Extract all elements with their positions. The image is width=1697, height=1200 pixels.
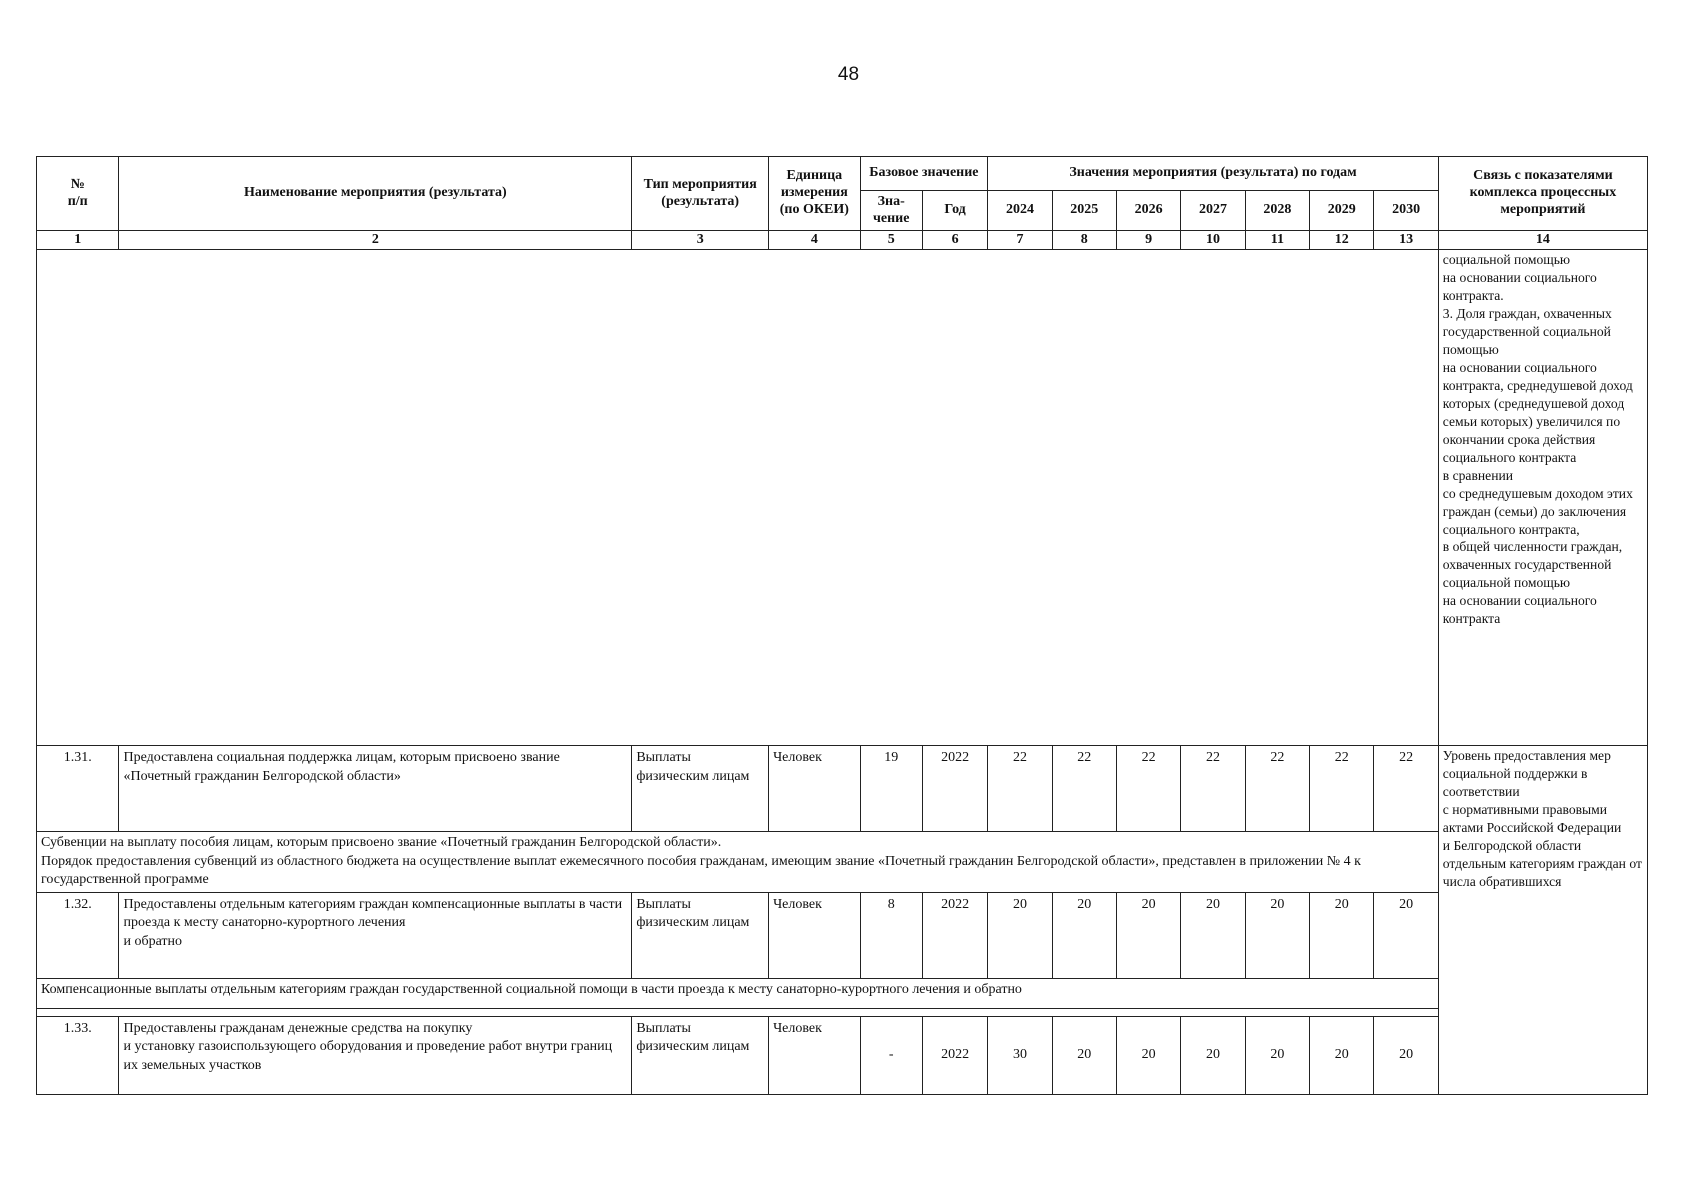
- row-year-value: 20: [1374, 892, 1438, 978]
- row-base-value: 8: [860, 892, 922, 978]
- col-number: 7: [988, 231, 1052, 250]
- header-row-1: [37, 157, 1648, 191]
- row-year-value: 22: [1245, 746, 1309, 832]
- table-row: [37, 892, 1648, 978]
- row-note: Субвенции на выплату пособия лицам, которым присвоено звание «Почетный гражданин Белгородской области». Порядок предоставления субвенций из областного бюджета на осуществление выплат ежемесячного пособия гражданам, имеющим звание «Почетный гражданин Белгородской области», представлен в приложении № 4 к государственной программе: [37, 832, 1439, 892]
- row-year-value: 20: [1310, 1016, 1374, 1094]
- header-year: 2030: [1374, 191, 1438, 231]
- row-year-value: 22: [1116, 746, 1180, 832]
- row-name: Предоставлены гражданам денежные средства на покупку и установку газоиспользующего оборудования и проведение работ внутри границ их земельных участков: [119, 1016, 632, 1094]
- row-base-value: 19: [860, 746, 922, 832]
- link-continuation: социальной помощью на основании социального контракта. 3. Доля граждан, охваченных государственной социальной помощью на основании социального контракта, среднедушевой доход которых (среднедушевой доход семьи которых) увеличился по окончании срока действия социального контракта в сравнении со среднедушевым доходом этих граждан (семьи) до заключения социального контракта, в общей численности граждан, охваченных государственной социальной помощью на основании социального контракта: [1438, 250, 1647, 746]
- row-year-value: 20: [1116, 1016, 1180, 1094]
- header-type: Тип мероприятия (результата): [632, 157, 769, 231]
- row-base-year: 2022: [922, 746, 987, 832]
- col-number: 14: [1438, 231, 1647, 250]
- col-number: 2: [119, 231, 632, 250]
- col-number: 6: [922, 231, 987, 250]
- header-num: № п/п: [37, 157, 119, 231]
- continuation-row: [37, 250, 1648, 746]
- col-number: 13: [1374, 231, 1438, 250]
- row-number: 1.32.: [37, 892, 119, 978]
- table-row: [37, 746, 1648, 832]
- header-year: 2025: [1052, 191, 1116, 231]
- row-year-value: 22: [1310, 746, 1374, 832]
- row-year-value: 20: [1245, 1016, 1309, 1094]
- row-number: 1.33.: [37, 1016, 119, 1094]
- row-base-value: -: [860, 1016, 922, 1094]
- col-number: 11: [1245, 231, 1309, 250]
- col-number: 12: [1310, 231, 1374, 250]
- header-year: 2027: [1181, 191, 1245, 231]
- row-base-year: 2022: [922, 1016, 987, 1094]
- row-year-value: 22: [1052, 746, 1116, 832]
- activities-table: [36, 156, 1648, 1095]
- col-number: 9: [1116, 231, 1180, 250]
- row-year-value: 20: [988, 892, 1052, 978]
- row-year-value: 20: [1310, 892, 1374, 978]
- header-year: 2028: [1245, 191, 1309, 231]
- row-base-year: 2022: [922, 892, 987, 978]
- continuation-blank: [37, 250, 1439, 746]
- header-name: Наименование мероприятия (результата): [119, 157, 632, 231]
- row-unit: Человек: [769, 1016, 861, 1094]
- row-number: 1.31.: [37, 746, 119, 832]
- row-year-value: 20: [1052, 892, 1116, 978]
- col-number: 4: [769, 231, 861, 250]
- row-unit: Человек: [769, 746, 861, 832]
- note-row: [37, 832, 1648, 892]
- row-name: Предоставлена социальная поддержка лицам, которым присвоено звание «Почетный гражданин Белгородской области»: [119, 746, 632, 832]
- column-numbers-row: [37, 231, 1648, 250]
- col-number: 3: [632, 231, 769, 250]
- row-unit: Человек: [769, 892, 861, 978]
- header-base-year: Год: [922, 191, 987, 231]
- row-year-value: 20: [1374, 1016, 1438, 1094]
- table-row: [37, 1016, 1648, 1094]
- row-type: Выплаты физическим лицам: [632, 892, 769, 978]
- row-year-value: 20: [1181, 892, 1245, 978]
- row-year-value: 20: [1116, 892, 1180, 978]
- col-number: 1: [37, 231, 119, 250]
- header-unit: Единица измерения (по ОКЕИ): [769, 157, 861, 231]
- row-year-value: 20: [1052, 1016, 1116, 1094]
- row-year-value: 22: [1374, 746, 1438, 832]
- row-name: Предоставлены отдельным категориям граждан компенсационные выплаты в части проезда к месту санаторно-курортного лечения и обратно: [119, 892, 632, 978]
- header-year: 2024: [988, 191, 1052, 231]
- col-number: 5: [860, 231, 922, 250]
- row-year-value: 20: [1245, 892, 1309, 978]
- row-year-value: 22: [988, 746, 1052, 832]
- header-by-years: Значения мероприятия (результата) по годам: [988, 157, 1439, 191]
- link-indicator: Уровень предоставления мер социальной поддержки в соответствии с нормативными правовыми актами Российской Федерации и Белгородской области отдельным категориям граждан от числа обратившихся: [1438, 746, 1647, 1094]
- header-year: 2029: [1310, 191, 1374, 231]
- row-type: Выплаты физическим лицам: [632, 1016, 769, 1094]
- header-base-value: Зна- чение: [860, 191, 922, 231]
- col-number: 8: [1052, 231, 1116, 250]
- header-base: Базовое значение: [860, 157, 988, 191]
- row-year-value: 22: [1181, 746, 1245, 832]
- page-number: 48: [837, 64, 860, 85]
- row-type: Выплаты физическим лицам: [632, 746, 769, 832]
- row-note: Компенсационные выплаты отдельным категориям граждан государственной социальной помощи в части проезда к месту санаторно-курортного лечения и обратно: [37, 978, 1439, 1008]
- note-row: [37, 978, 1648, 1008]
- row-year-value: 20: [1181, 1016, 1245, 1094]
- col-number: 10: [1181, 231, 1245, 250]
- spacer-row: [37, 1008, 1648, 1016]
- header-year: 2026: [1116, 191, 1180, 231]
- header-link: Связь с показателями комплекса процессных мероприятий: [1438, 157, 1647, 231]
- row-year-value: 30: [988, 1016, 1052, 1094]
